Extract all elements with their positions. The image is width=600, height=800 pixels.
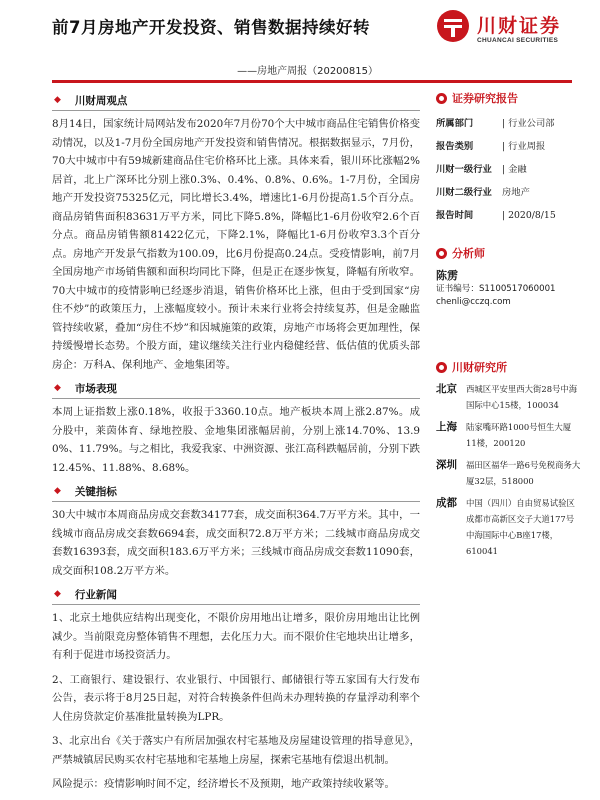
office-entry: 上海 陆家嘴环路1000号恒生大厦11楼，200120 — [436, 421, 572, 448]
office-entry: 深圳 福田区福华一路6号免税商务大厦32层，518000 — [436, 459, 581, 486]
views-text: 8月14日，国家统计局网站发布2020年7月份70个大中城市商品住宅销售价格变动情况，以及1-7月份全国房地产开发投资和销售情况。根据数据显示，7月份，70大中城市中有59城新建商品住宅价格环比上涨。具体来看，银川环比涨幅2%居首，北上广深环比分别上涨0.3%、0.4%、0.8%、0.6%。1-7月份，全国房地产开发投资75325亿元，同比增长3.4%，增速比1-6月份提高1.5个百分点。商品房销售面积83631万平方米，同比下降5.8%，降幅比1-6月份收窄2.6个百分点。商品房销售额81422亿元，下降2.1%，降幅比1-6月份收窄3.3个百分点。房地产开发景气指数为100.09，比6月份提高0.24点。受疫情影响，前7月全国房地产市场销售额和面积均同比下降，但是正在逐步恢复，降幅有所收窄。70大中城市的疫情影响已经逐步消退，销售价格环比上涨，但由于受到国家“房住不炒”的政策压力，上涨幅度较小。预计未来行业将会持续复苏，但是金融监管持续收紧，叠加“房住不炒”和因城施策的政策，房地产市场将会更加理性，保持缓慢增长态势。个股方面，建议继续关注行业内稳健经营、低估值的优质头部房企：万科A、保利地产、金地集团等。 — [52, 118, 420, 371]
office-entry: 北京 西城区平安里西大街28号中海国际中心15楼，100034 — [436, 383, 578, 410]
report-info-heading: 证券研究报告 — [436, 90, 581, 106]
section-heading-market: ◆ 市场表现 — [52, 378, 420, 399]
diamond-bullet-icon: ◆ — [54, 589, 61, 599]
report-info-list — [436, 112, 581, 227]
sidebar — [436, 90, 581, 565]
company-logo — [437, 10, 587, 50]
info-row: 川财一级行业 | 金融 — [436, 164, 527, 175]
info-row: 川财二级行业 房地产 — [436, 187, 530, 198]
info-row: 所属部门 | 行业公司部 — [436, 118, 555, 129]
info-row: 报告类别 | 行业周报 — [436, 141, 546, 152]
section-icon — [436, 362, 447, 373]
diamond-bullet-icon: ◆ — [54, 486, 61, 496]
logo-text-cn: 川财证券 — [477, 15, 562, 37]
office-entry: 成都 中国（四川）自由贸易试验区成都市高新区交子大道177号中海国际中心B座17楼，610041 — [436, 497, 575, 556]
analyst-email[interactable]: chenli@cczq.com — [436, 297, 511, 307]
header-divider — [52, 80, 572, 83]
section-heading-views: ◆ 川财周观点 — [52, 90, 420, 111]
report-subtitle: ——房地产周报（20200815） — [237, 66, 378, 77]
logo-text-en: CHUANCAI SECURITIES — [477, 37, 559, 44]
indicators-text: 30大中城市本周商品房成交套数34177套，成交面积364.7万平方米。其中，一线城市商品房成交套数6694套，成交面积72.8万平方米；二线城市商品房成交套数16393套，成交面积183.6万平方米；三线城市商品房成交套数11090套，成交面积108.2万平方米。 — [52, 509, 420, 577]
news-item-2: 2、工商银行、建设银行、农业银行、中国银行、邮储银行等五家国有大行发布公告，表示将于8月25日起，对符合转换条件但尚未办理转换的存量浮动利率个人住房贷款定价基准批量转换为LPR。 — [52, 673, 420, 723]
main-content — [52, 90, 420, 794]
section-heading-indicators: ◆ 关键指标 — [52, 481, 420, 502]
risk-warning: 风险提示：疫情影响时间不定，经济增长不及预期，地产政策持续收紧等。 — [52, 778, 395, 790]
news-item-1: 1、北京土地供应结构出现变化，不限价房用地出让增多，限价房用地出让比例减少。当前限竞房整体销售不理想，去化压力大。而不限价住宅地块出让增多，有利于促进市场投资活力。 — [52, 612, 420, 661]
diamond-bullet-icon: ◆ — [54, 383, 61, 393]
research-institute-heading: 川财研究所 — [436, 359, 581, 375]
report-header — [0, 0, 600, 96]
info-row: 报告时间 | 2020/8/15 — [436, 210, 556, 221]
diamond-bullet-icon: ◆ — [54, 95, 61, 105]
analyst-heading: 分析师 — [436, 245, 581, 261]
section-icon — [436, 248, 447, 259]
section-heading-news: ◆ 行业新闻 — [52, 584, 420, 605]
section-icon — [436, 93, 447, 104]
analyst-cert: 证书编号：S1100517060001 — [436, 284, 556, 294]
market-text: 本周上证指数上涨0.18%，收报于3360.10点。地产板块本周上涨2.87%。成分股中，莱茵体育、绿地控股、金地集团涨幅居前，分别上涨14.70%、13.90%、11.79%。与之相比，我爱我家、中洲资源、张江高科跌幅居前，分别下跌12.45%、11.88%、8.68%。 — [52, 406, 420, 474]
report-title: 前7月房地产开发投资、销售数据持续好转 — [52, 18, 370, 37]
logo-mark-icon — [437, 10, 469, 42]
news-item-3: 3、北京出台《关于落实户有所居加强农村宅基地及房屋建设管理的指导意见》，严禁城镇居民购买农村宅基地和宅基地上房屋，探索宅基地有偿退出机制。 — [52, 735, 420, 766]
analyst-name: 陈雳 — [436, 269, 458, 282]
